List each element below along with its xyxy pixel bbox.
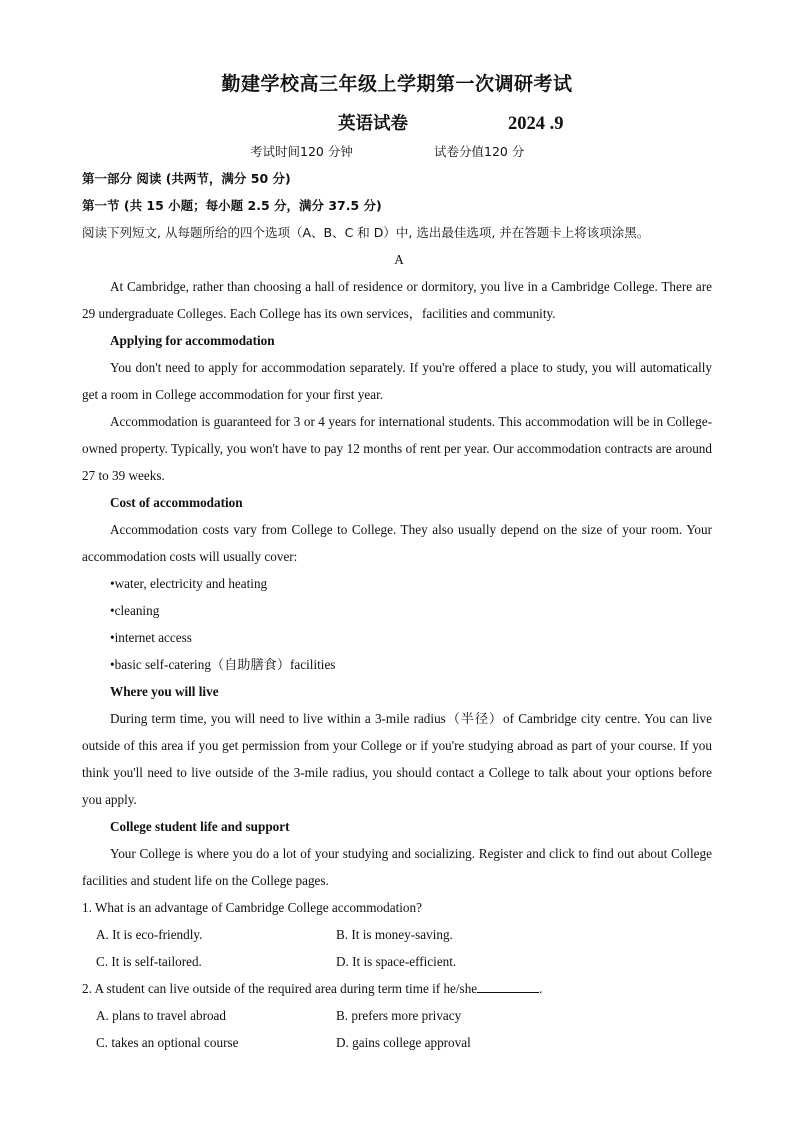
exam-date: 2024 .9: [508, 114, 564, 134]
section-heading-college-life: College student life and support: [110, 819, 290, 834]
passage-label: A: [394, 252, 404, 267]
question-stem-line: [82, 975, 712, 1002]
exam-page: [82, 70, 712, 1056]
subject-line: [82, 110, 712, 138]
score-info: 试卷分值120 分: [434, 144, 525, 159]
question-stem: 1. What is an advantage of Cambridge College accommodation?: [82, 900, 422, 915]
question-options-row: [82, 1002, 712, 1029]
option-c: C. It is self-tailored.: [96, 954, 202, 969]
paragraph: Accommodation is guaranteed for 3 or 4 years for international students. This accommodation will be in College-owned property. Typically, you won't have to pay 12 months of rent per year. Our accommodation contracts are around 27 to 39 weeks.: [82, 414, 712, 483]
part-heading: 第一部分 阅读 (共两节，满分 50 分): [82, 171, 291, 186]
question-options-row: [82, 1029, 712, 1056]
paragraph: You don't need to apply for accommodation separately. If you're offered a place to study, you will automatically get a room in College accommodation for your first year.: [82, 360, 712, 402]
list-item: •basic self-catering（自助膳食）facilities: [110, 657, 336, 672]
time-info: 考试时间120 分钟: [250, 144, 353, 159]
list-item: •water, electricity and heating: [110, 576, 268, 591]
exam-title: 勤建学校高三年级上学期第一次调研考试: [221, 73, 573, 95]
option-b: B. prefers more privacy: [336, 1008, 462, 1023]
option-c: C. takes an optional course: [96, 1035, 239, 1050]
subject-title: 英语试卷: [338, 114, 408, 134]
question-options-row: [82, 948, 712, 975]
question-options-row: [82, 921, 712, 948]
list-item: •cleaning: [110, 603, 160, 618]
exam-meta: [82, 138, 712, 165]
paragraph: During term time, you will need to live within a 3-mile radius（半径）of Cambridge city centre. You can live outside of this area if you get permission from your College or if you're studying abroad as part of your course. If you think you'll need to live outside of the 3-mile radius, you should contact a College to talk about your options before you apply.: [82, 711, 712, 807]
question-stem-end: .: [539, 981, 543, 996]
section-heading-where: Where you will live: [110, 684, 219, 699]
question-stem: 2. A student can live outside of the required area during term time if he/she: [82, 981, 478, 996]
option-a: A. It is eco-friendly.: [96, 927, 203, 942]
intro-paragraph: At Cambridge, rather than choosing a hall of residence or dormitory, you live in a Cambridge College. There are 29 undergraduate Colleges. Each College has its own services，facilities and community.: [82, 279, 712, 321]
section-heading-cost: Cost of accommodation: [110, 495, 243, 510]
option-b: B. It is money-saving.: [336, 927, 453, 942]
list-item: •internet access: [110, 630, 192, 645]
option-d: D. gains college approval: [336, 1035, 471, 1050]
instructions: 阅读下列短文, 从每题所给的四个选项（A、B、C 和 D）中, 选出最佳选项, 并在答题卡上将该项涂黑。: [82, 225, 650, 240]
answer-blank: [477, 978, 539, 993]
option-a: A. plans to travel abroad: [96, 1008, 227, 1023]
option-d: D. It is space-efficient.: [336, 954, 457, 969]
paragraph: Your College is where you do a lot of your studying and socializing. Register and click to find out about College facilities and student life on the College pages.: [82, 846, 712, 888]
section-heading-applying: Applying for accommodation: [110, 333, 275, 348]
paragraph: Accommodation costs vary from College to College. They also usually depend on the size of your room. Your accommodation costs will usually cover:: [82, 522, 712, 564]
section-heading: 第一节 (共 15 小题；每小题 2.5 分，满分 37.5 分): [82, 198, 382, 213]
